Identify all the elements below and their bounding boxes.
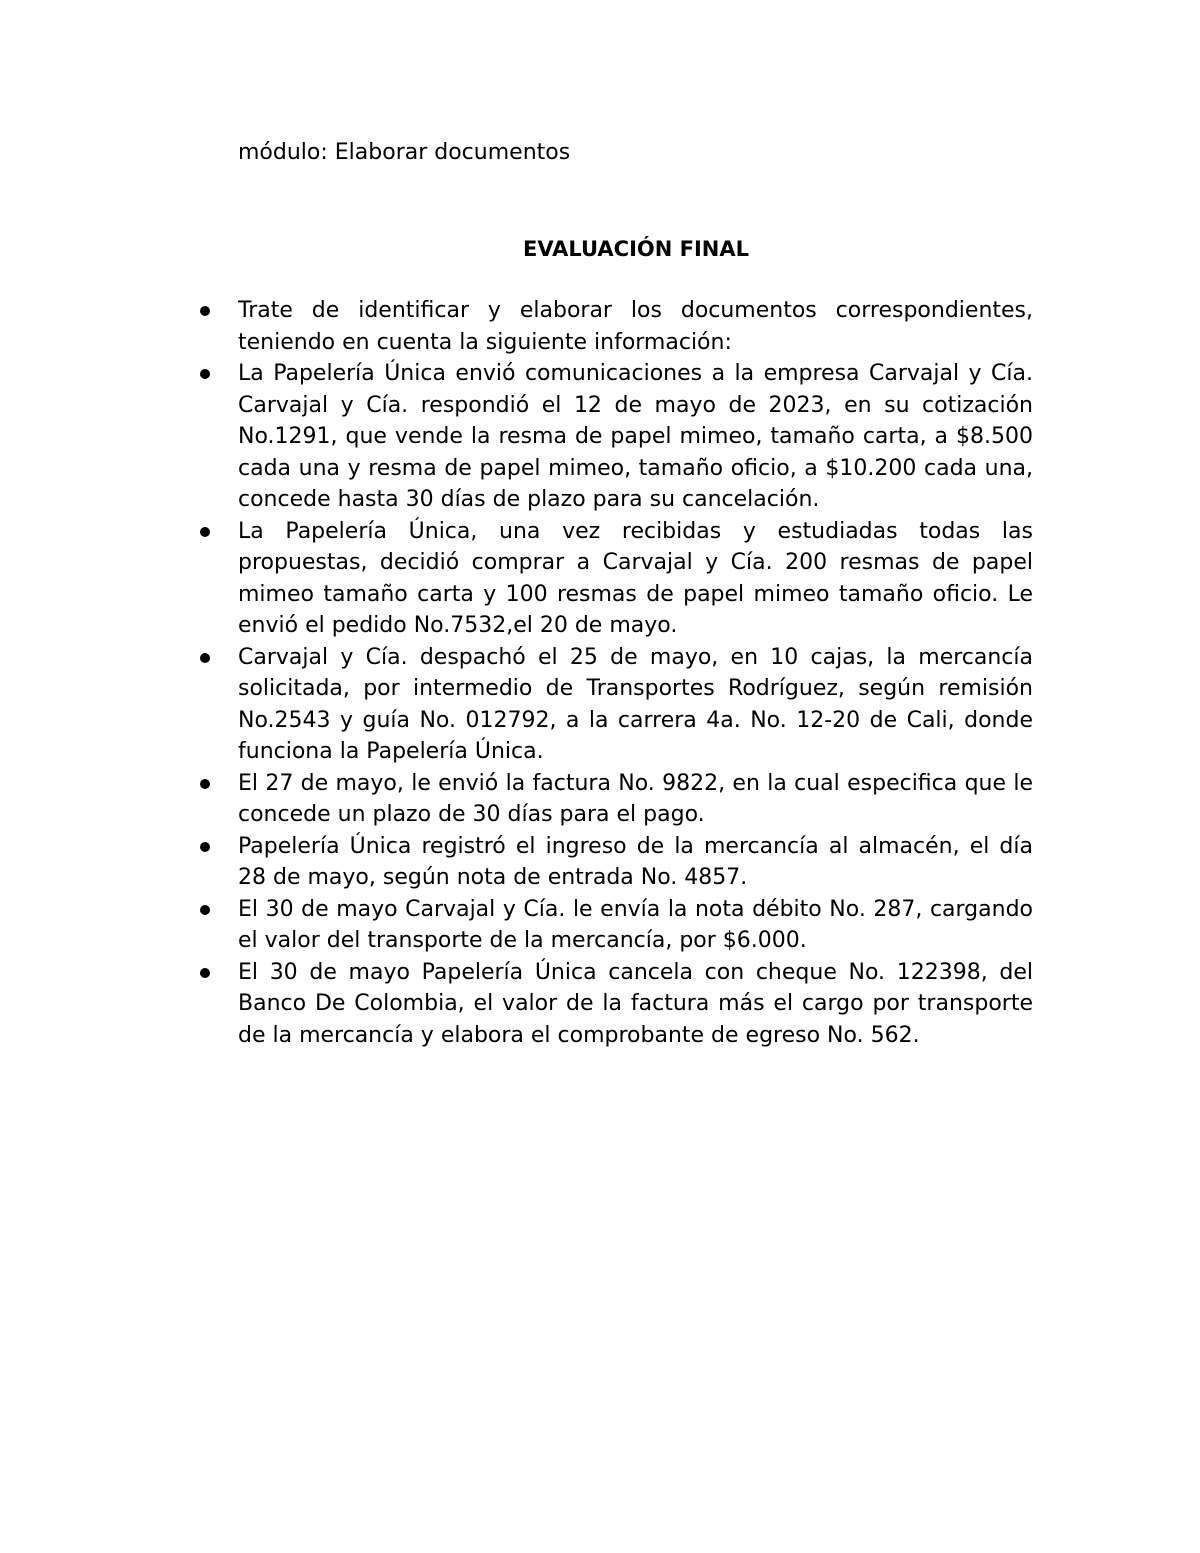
list-item-text: Trate de identificar y elaborar los documentos correspondientes, teniendo en cuenta la siguiente información: — [238, 298, 1033, 355]
bullet-icon — [200, 905, 210, 915]
module-line: módulo: Elaborar documentos — [238, 140, 571, 165]
bullet-icon — [200, 842, 210, 852]
list-item-text: El 27 de mayo, le envió la factura No. 9822, en la cual especifica que le concede un plazo de 30 días para el pago. — [238, 770, 1033, 827]
list-item — [200, 295, 1033, 358]
bullet-icon — [200, 527, 210, 537]
list-item-text: La Papelería Única envió comunicaciones a la empresa Carvajal y Cía. Carvajal y Cía. respondió el 12 de mayo de 2023, en su cotización No.1291, que vende la resma de papel mimeo, tamaño carta, a $8.500 cada una y resma de papel mimeo, tamaño oficio, a $10.200 cada una, concede hasta 30 días de plazo para su cancelación. — [238, 361, 1033, 512]
instruction-list — [200, 295, 1033, 1051]
list-item-text: Carvajal y Cía. despachó el 25 de mayo, en 10 cajas, la mercancía solicitada, por intermedio de Transportes Rodríguez, según remisión No.2543 y guía No. 012792, a la carrera 4a. No. 12-20 de Cali, donde funciona la Papelería Única. — [238, 644, 1033, 764]
bullet-icon — [200, 968, 210, 978]
list-item — [200, 768, 1033, 831]
bullet-icon — [200, 306, 210, 316]
list-item-text: Papelería Única registró el ingreso de la mercancía al almacén, el día 28 de mayo, según nota de entrada No. 4857. — [238, 833, 1033, 890]
list-item-text: El 30 de mayo Carvajal y Cía. le envía la nota débito No. 287, cargando el valor del transporte de la mercancía, por $6.000. — [238, 896, 1033, 953]
list-item — [200, 358, 1033, 516]
bullet-icon — [200, 653, 210, 663]
bullet-icon — [200, 779, 210, 789]
list-item — [200, 516, 1033, 642]
list-item-text: La Papelería Única, una vez recibidas y estudiadas todas las propuestas, decidió comprar a Carvajal y Cía. 200 resmas de papel mimeo tamaño carta y 100 resmas de papel mimeo tamaño oficio. Le envió el pedido No.7532,el 20 de mayo. — [238, 518, 1033, 638]
list-item — [200, 831, 1033, 894]
list-item-text: El 30 de mayo Papelería Única cancela con cheque No. 122398, del Banco De Colombia, el valor de la factura más el cargo por transporte de la mercancía y elabora el comprobante de egreso No. 562. — [238, 959, 1033, 1048]
list-item — [200, 957, 1033, 1052]
bullet-icon — [200, 369, 210, 379]
document-title: EVALUACIÓN FINAL — [522, 237, 750, 261]
list-item — [200, 642, 1033, 768]
list-item — [200, 894, 1033, 957]
